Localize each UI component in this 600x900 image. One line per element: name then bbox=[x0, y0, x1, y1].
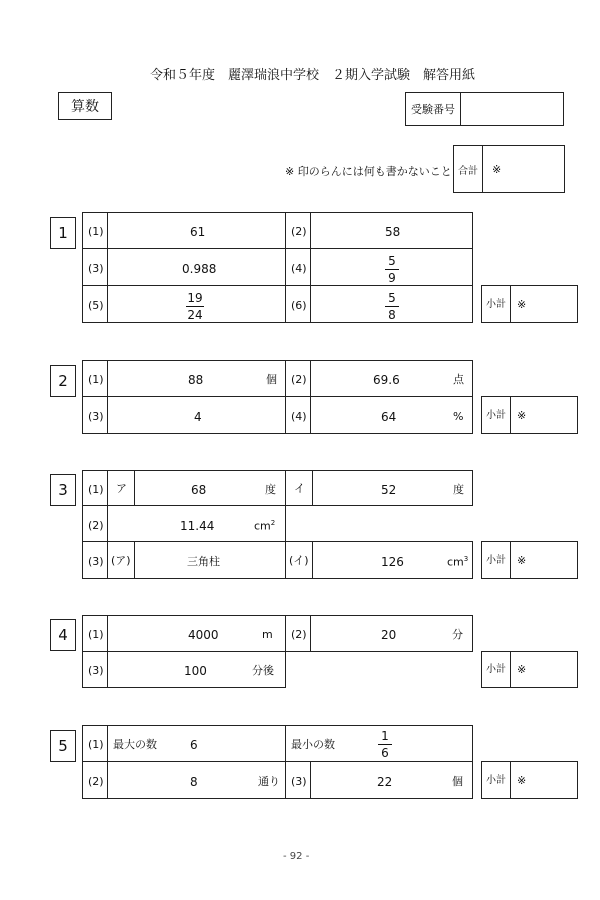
q5-3-answer[interactable]: 22 個 bbox=[310, 761, 473, 799]
q3-label-cell: (1) bbox=[82, 470, 108, 506]
q3-1a-answer[interactable]: 68 度 bbox=[134, 470, 286, 506]
question-5-number: 5 bbox=[50, 730, 76, 762]
q1-subtotal-field[interactable]: ※ bbox=[510, 285, 578, 323]
subject-label: 算数 bbox=[71, 99, 99, 115]
q1-label-cell: (4) bbox=[285, 248, 311, 286]
q2-subtotal-field[interactable]: ※ bbox=[510, 396, 578, 434]
q4-label-cell: (3) bbox=[82, 651, 108, 688]
unit: $cm^2$ bbox=[254, 519, 276, 533]
q3-1b-answer[interactable]: 52 度 bbox=[312, 470, 473, 506]
unit: $cm^3$ bbox=[447, 555, 469, 569]
q5-subtotal-field[interactable]: ※ bbox=[510, 761, 578, 799]
q2-4-answer[interactable]: 64 % bbox=[310, 396, 473, 434]
q5-1-min-answer[interactable]: 最小の数 1 6 bbox=[285, 725, 473, 762]
q4-subtotal-label-cell: 小計 bbox=[481, 651, 511, 688]
q2-label-cell: (4) bbox=[285, 396, 311, 434]
question-2-number: 2 bbox=[50, 365, 76, 397]
subject-box bbox=[58, 92, 112, 120]
q3-3a-answer[interactable]: 三角柱 bbox=[134, 541, 286, 579]
q1-6-answer[interactable] bbox=[310, 285, 473, 323]
fraction: 5 9 bbox=[385, 255, 399, 284]
total-label-cell bbox=[453, 145, 483, 193]
q3-label-cell: (3) bbox=[82, 541, 108, 579]
question-1-number: 1 bbox=[50, 217, 76, 249]
q3-label-cell: (2) bbox=[82, 505, 108, 542]
q3-b-label-cell: イ bbox=[285, 470, 313, 506]
q4-label-cell: (1) bbox=[82, 615, 108, 652]
q2-1-answer[interactable]: 88 個 bbox=[107, 360, 286, 397]
q2-3-answer[interactable]: 4 bbox=[107, 396, 286, 434]
q5-label-cell: (2) bbox=[82, 761, 108, 799]
q1-3-answer[interactable]: 0.988 bbox=[107, 248, 286, 286]
exam-number-field[interactable] bbox=[460, 92, 564, 126]
exam-number-label: 受験番号 bbox=[411, 103, 455, 116]
fraction: 1 6 bbox=[378, 730, 392, 759]
q3-subtotal-field[interactable]: ※ bbox=[510, 541, 578, 579]
q2-label-cell: (1) bbox=[82, 360, 108, 397]
notice-text: ※ 印のらんには何も書かないこと bbox=[285, 165, 452, 178]
q1-4-answer[interactable] bbox=[310, 248, 473, 286]
page-title: 令和５年度 麗澤瑞浪中学校 ２期入学試験 解答用紙 bbox=[150, 68, 476, 83]
q2-label-cell: (2) bbox=[285, 360, 311, 397]
q4-label-cell: (2) bbox=[285, 615, 311, 652]
q1-label-cell: (5) bbox=[82, 285, 108, 323]
total-field[interactable] bbox=[482, 145, 565, 193]
q1-1-answer[interactable]: 61 bbox=[107, 212, 286, 249]
question-4-number: 4 bbox=[50, 619, 76, 651]
q1-label-cell: (3) bbox=[82, 248, 108, 286]
q1-label-cell: (2) bbox=[285, 212, 311, 249]
q3-b-label-cell: (イ) bbox=[285, 541, 313, 579]
total-mark: ※ bbox=[492, 163, 502, 176]
q3-2-answer[interactable]: 11.44 $cm^2$ bbox=[107, 505, 286, 542]
q5-2-answer[interactable]: 8 通り bbox=[107, 761, 286, 799]
q4-1-answer[interactable]: 4000 m bbox=[107, 615, 286, 652]
total-label: 合計 bbox=[458, 165, 478, 177]
q2-2-answer[interactable]: 69.6 点 bbox=[310, 360, 473, 397]
q3-a-label-cell: (ア) bbox=[107, 541, 135, 579]
page-number: - 92 - bbox=[283, 851, 310, 862]
q1-2-answer[interactable]: 58 bbox=[310, 212, 473, 249]
exam-number-label-cell bbox=[405, 92, 461, 126]
q1-5-answer[interactable] bbox=[107, 285, 286, 323]
q4-2-answer[interactable]: 20 分 bbox=[310, 615, 473, 652]
q1-label-cell: (1) bbox=[82, 212, 108, 249]
q4-subtotal-field[interactable]: ※ bbox=[510, 651, 578, 688]
q2-subtotal-label-cell: 小計 bbox=[481, 396, 511, 434]
q5-subtotal-label-cell: 小計 bbox=[481, 761, 511, 799]
q5-1-max-answer[interactable]: 最大の数 6 bbox=[107, 725, 286, 762]
q3-a-label-cell: ア bbox=[107, 470, 135, 506]
q3-subtotal-label-cell: 小計 bbox=[481, 541, 511, 579]
q3-3b-answer[interactable]: 126 $cm^3$ bbox=[312, 541, 473, 579]
q1-label-cell: (6) bbox=[285, 285, 311, 323]
fraction: 19 24 bbox=[187, 291, 203, 322]
q5-label-cell: (1) bbox=[82, 725, 108, 762]
q2-label-cell: (3) bbox=[82, 396, 108, 434]
question-3-number: 3 bbox=[50, 474, 76, 506]
q4-3-answer[interactable]: 100 分後 bbox=[107, 651, 286, 688]
q1-subtotal-label-cell: 小計 bbox=[481, 285, 511, 323]
fraction: 5 8 bbox=[385, 292, 399, 321]
q5-label-cell: (3) bbox=[285, 761, 311, 799]
